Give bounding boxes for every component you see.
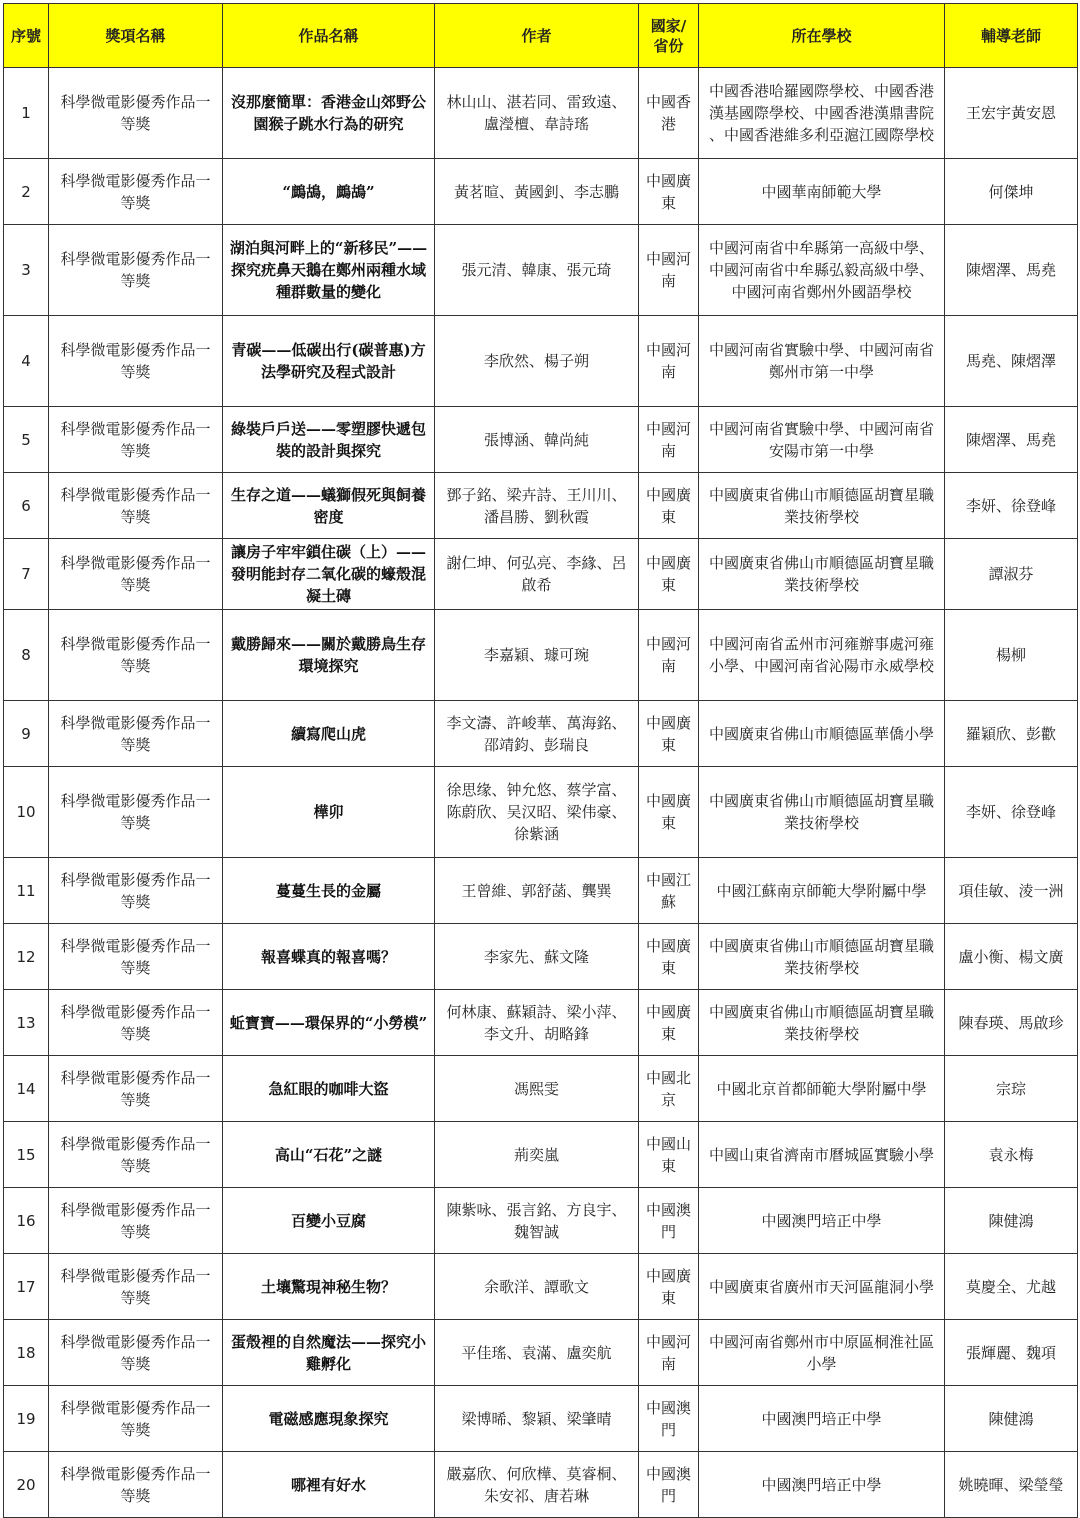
cell-idx: 12 bbox=[4, 924, 49, 990]
header-award: 獎項名稱 bbox=[49, 4, 223, 68]
cell-award: 科學微電影優秀作品一等獎 bbox=[49, 610, 223, 701]
cell-authors: 李欣然、楊子朔 bbox=[435, 316, 639, 407]
cell-work: 青碳——低碳出行(碳普惠)方法學研究及程式設計 bbox=[223, 316, 435, 407]
cell-school: 中國北京首都師範大學附屬中學 bbox=[699, 1056, 945, 1122]
cell-work: 蚯寶寶——環保界的“小勞模” bbox=[223, 990, 435, 1056]
cell-idx: 13 bbox=[4, 990, 49, 1056]
cell-teachers: 羅穎欣、彭歡 bbox=[945, 701, 1078, 767]
cell-work: 樺卯 bbox=[223, 767, 435, 858]
table-row bbox=[4, 1254, 1078, 1320]
cell-authors: 徐思缘、钟允悠、蔡学富、陈蔚欣、吴汉昭、梁伟豪、徐紫涵 bbox=[435, 767, 639, 858]
cell-authors: 張博涵、韓尚純 bbox=[435, 407, 639, 473]
cell-teachers: 莫慶全、尤越 bbox=[945, 1254, 1078, 1320]
cell-region: 中國河南 bbox=[639, 407, 699, 473]
cell-school: 中國廣東省佛山市順德區胡寶星職業技術學校 bbox=[699, 767, 945, 858]
cell-work: “鷓鴣，鷓鴣” bbox=[223, 159, 435, 225]
cell-school: 中國山東省濟南市曆城區實驗小學 bbox=[699, 1122, 945, 1188]
cell-region: 中國香港 bbox=[639, 68, 699, 159]
cell-region: 中國廣東 bbox=[639, 539, 699, 610]
cell-work: 綠裝戶戶送——零塑膠快遞包裝的設計與探究 bbox=[223, 407, 435, 473]
cell-teachers: 譚淑芬 bbox=[945, 539, 1078, 610]
cell-region: 中國河南 bbox=[639, 316, 699, 407]
table-row bbox=[4, 539, 1078, 610]
cell-authors: 李文濤、許峻華、萬海銘、邵靖鈞、彭瑞良 bbox=[435, 701, 639, 767]
cell-region: 中國河南 bbox=[639, 1320, 699, 1386]
cell-authors: 王曾維、郭舒菡、龔巽 bbox=[435, 858, 639, 924]
cell-award: 科學微電影優秀作品一等獎 bbox=[49, 1320, 223, 1386]
cell-teachers: 陳熠澤、馬堯 bbox=[945, 407, 1078, 473]
cell-authors: 余歌洋、譚歌文 bbox=[435, 1254, 639, 1320]
header-row bbox=[4, 4, 1078, 68]
cell-region: 中國澳門 bbox=[639, 1188, 699, 1254]
cell-award: 科學微電影優秀作品一等獎 bbox=[49, 68, 223, 159]
cell-idx: 14 bbox=[4, 1056, 49, 1122]
cell-work: 蔓蔓生長的金屬 bbox=[223, 858, 435, 924]
cell-region: 中國河南 bbox=[639, 610, 699, 701]
header-work: 作品名稱 bbox=[223, 4, 435, 68]
table-row bbox=[4, 858, 1078, 924]
cell-award: 科學微電影優秀作品一等獎 bbox=[49, 225, 223, 316]
header-region: 國家/省份 bbox=[639, 4, 699, 68]
cell-idx: 9 bbox=[4, 701, 49, 767]
cell-award: 科學微電影優秀作品一等獎 bbox=[49, 1254, 223, 1320]
table-row bbox=[4, 1188, 1078, 1254]
cell-region: 中國廣東 bbox=[639, 1254, 699, 1320]
cell-region: 中國廣東 bbox=[639, 767, 699, 858]
cell-teachers: 李妍、徐登峰 bbox=[945, 473, 1078, 539]
table-row bbox=[4, 68, 1078, 159]
cell-idx: 7 bbox=[4, 539, 49, 610]
cell-work: 哪裡有好水 bbox=[223, 1452, 435, 1518]
cell-school: 中國廣東省廣州市天河區龍洞小學 bbox=[699, 1254, 945, 1320]
cell-school: 中國廣東省佛山市順德區華僑小學 bbox=[699, 701, 945, 767]
cell-region: 中國廣東 bbox=[639, 473, 699, 539]
cell-award: 科學微電影優秀作品一等獎 bbox=[49, 1122, 223, 1188]
cell-award: 科學微電影優秀作品一等獎 bbox=[49, 701, 223, 767]
table-row bbox=[4, 767, 1078, 858]
cell-work: 高山“石花”之謎 bbox=[223, 1122, 435, 1188]
cell-idx: 4 bbox=[4, 316, 49, 407]
cell-award: 科學微電影優秀作品一等獎 bbox=[49, 990, 223, 1056]
cell-school: 中國河南省鄭州市中原區桐淮社區小學 bbox=[699, 1320, 945, 1386]
cell-work: 生存之道——蟻獅假死與飼養密度 bbox=[223, 473, 435, 539]
cell-award: 科學微電影優秀作品一等獎 bbox=[49, 858, 223, 924]
cell-teachers: 姚曉暉、梁瑩瑩 bbox=[945, 1452, 1078, 1518]
cell-work: 讓房子牢牢鎖住碳（上）——發明能封存二氧化碳的蠔殼混凝土磚 bbox=[223, 539, 435, 610]
cell-award: 科學微電影優秀作品一等獎 bbox=[49, 1452, 223, 1518]
cell-region: 中國河南 bbox=[639, 225, 699, 316]
cell-work: 電磁感應現象探究 bbox=[223, 1386, 435, 1452]
table-row bbox=[4, 1122, 1078, 1188]
cell-work: 土壤驚現神秘生物？ bbox=[223, 1254, 435, 1320]
cell-school: 中國香港哈羅國際學校、中國香港漢基國際學校、中國香港漢鼎書院 、中國香港維多利亞滬江國際學校 bbox=[699, 68, 945, 159]
cell-authors: 黃茗暄、黃國釗、李志鵬 bbox=[435, 159, 639, 225]
cell-work: 急紅眼的咖啡大盜 bbox=[223, 1056, 435, 1122]
table-row bbox=[4, 924, 1078, 990]
cell-region: 中國廣東 bbox=[639, 924, 699, 990]
cell-authors: 林山山、湛若同、雷致遠、盧瀅檀、韋詩瑤 bbox=[435, 68, 639, 159]
cell-work: 湖泊與河畔上的“新移民”——探究疣鼻天鵝在鄭州兩種水域種群數量的變化 bbox=[223, 225, 435, 316]
cell-teachers: 項佳敏、淩一洲 bbox=[945, 858, 1078, 924]
cell-school: 中國澳門培正中學 bbox=[699, 1188, 945, 1254]
cell-school: 中國江蘇南京師範大學附屬中學 bbox=[699, 858, 945, 924]
table-row bbox=[4, 473, 1078, 539]
cell-region: 中國澳門 bbox=[639, 1452, 699, 1518]
cell-work: 續寫爬山虎 bbox=[223, 701, 435, 767]
cell-teachers: 馬堯、陳熠澤 bbox=[945, 316, 1078, 407]
cell-school: 中國河南省中牟縣第一高級中學、中國河南省中牟縣弘毅高級中學、中國河南省鄭州外國語學校 bbox=[699, 225, 945, 316]
table-row bbox=[4, 1452, 1078, 1518]
cell-award: 科學微電影優秀作品一等獎 bbox=[49, 924, 223, 990]
cell-authors: 馮熙雯 bbox=[435, 1056, 639, 1122]
header-school: 所在學校 bbox=[699, 4, 945, 68]
cell-work: 戴勝歸來——關於戴勝鳥生存環境探究 bbox=[223, 610, 435, 701]
table-row bbox=[4, 701, 1078, 767]
table-row bbox=[4, 159, 1078, 225]
cell-teachers: 袁永梅 bbox=[945, 1122, 1078, 1188]
table-row bbox=[4, 316, 1078, 407]
cell-idx: 1 bbox=[4, 68, 49, 159]
cell-authors: 梁博晞、黎穎、梁肇晴 bbox=[435, 1386, 639, 1452]
table-row bbox=[4, 225, 1078, 316]
cell-award: 科學微電影優秀作品一等獎 bbox=[49, 316, 223, 407]
cell-authors: 荊奕嵐 bbox=[435, 1122, 639, 1188]
cell-idx: 17 bbox=[4, 1254, 49, 1320]
cell-award: 科學微電影優秀作品一等獎 bbox=[49, 539, 223, 610]
cell-teachers: 宗琮 bbox=[945, 1056, 1078, 1122]
table-body bbox=[4, 68, 1078, 1518]
cell-work: 沒那麼簡單：香港金山郊野公園猴子跳水行為的研究 bbox=[223, 68, 435, 159]
header-teachers: 輔導老師 bbox=[945, 4, 1078, 68]
cell-teachers: 陳健鴻 bbox=[945, 1188, 1078, 1254]
cell-idx: 20 bbox=[4, 1452, 49, 1518]
cell-school: 中國河南省孟州市河雍辦事處河雍小學、中國河南省沁陽市永威學校 bbox=[699, 610, 945, 701]
cell-teachers: 李妍、徐登峰 bbox=[945, 767, 1078, 858]
table-row bbox=[4, 407, 1078, 473]
table-row bbox=[4, 1056, 1078, 1122]
cell-teachers: 盧小衡、楊文廣 bbox=[945, 924, 1078, 990]
cell-authors: 陳紫咏、張言銘、方良宇、魏智誠 bbox=[435, 1188, 639, 1254]
awards-table bbox=[3, 3, 1078, 1518]
cell-award: 科學微電影優秀作品一等獎 bbox=[49, 473, 223, 539]
cell-authors: 李家先、蘇文隆 bbox=[435, 924, 639, 990]
cell-teachers: 楊柳 bbox=[945, 610, 1078, 701]
cell-award: 科學微電影優秀作品一等獎 bbox=[49, 767, 223, 858]
cell-teachers: 何傑坤 bbox=[945, 159, 1078, 225]
cell-region: 中國山東 bbox=[639, 1122, 699, 1188]
cell-teachers: 陳熠澤、馬堯 bbox=[945, 225, 1078, 316]
cell-idx: 19 bbox=[4, 1386, 49, 1452]
cell-idx: 6 bbox=[4, 473, 49, 539]
cell-idx: 2 bbox=[4, 159, 49, 225]
cell-school: 中國廣東省佛山市順德區胡寶星職業技術學校 bbox=[699, 990, 945, 1056]
cell-award: 科學微電影優秀作品一等獎 bbox=[49, 407, 223, 473]
cell-region: 中國廣東 bbox=[639, 159, 699, 225]
cell-authors: 平佳瑤、袁滿、盧奕航 bbox=[435, 1320, 639, 1386]
cell-authors: 張元清、韓康、張元琦 bbox=[435, 225, 639, 316]
cell-school: 中國廣東省佛山市順德區胡寶星職業技術學校 bbox=[699, 473, 945, 539]
cell-authors: 嚴嘉欣、何欣樺、莫睿桐、朱安祁、唐若琳 bbox=[435, 1452, 639, 1518]
cell-school: 中國河南省實驗中學、中國河南省安陽市第一中學 bbox=[699, 407, 945, 473]
cell-school: 中國華南師範大學 bbox=[699, 159, 945, 225]
cell-region: 中國北京 bbox=[639, 1056, 699, 1122]
cell-teachers: 陳健鴻 bbox=[945, 1386, 1078, 1452]
cell-region: 中國江蘇 bbox=[639, 858, 699, 924]
cell-award: 科學微電影優秀作品一等獎 bbox=[49, 159, 223, 225]
table-row bbox=[4, 1320, 1078, 1386]
cell-school: 中國河南省實驗中學、中國河南省鄭州市第一中學 bbox=[699, 316, 945, 407]
cell-work: 報喜蝶真的報喜嗎？ bbox=[223, 924, 435, 990]
cell-authors: 謝仁坤、何弘亮、李緣、呂啟希 bbox=[435, 539, 639, 610]
cell-work: 百變小豆腐 bbox=[223, 1188, 435, 1254]
cell-school: 中國澳門培正中學 bbox=[699, 1386, 945, 1452]
cell-idx: 16 bbox=[4, 1188, 49, 1254]
cell-idx: 18 bbox=[4, 1320, 49, 1386]
cell-teachers: 王宏宇黃安恩 bbox=[945, 68, 1078, 159]
cell-region: 中國廣東 bbox=[639, 990, 699, 1056]
table-row bbox=[4, 990, 1078, 1056]
cell-authors: 李嘉穎、璩可琬 bbox=[435, 610, 639, 701]
cell-idx: 8 bbox=[4, 610, 49, 701]
cell-idx: 10 bbox=[4, 767, 49, 858]
cell-school: 中國廣東省佛山市順德區胡寶星職業技術學校 bbox=[699, 924, 945, 990]
cell-region: 中國澳門 bbox=[639, 1386, 699, 1452]
cell-work: 蛋殼裡的自然魔法——探究小雞孵化 bbox=[223, 1320, 435, 1386]
cell-idx: 5 bbox=[4, 407, 49, 473]
cell-authors: 何林康、蘇穎詩、梁小萍、李文升、胡略鋒 bbox=[435, 990, 639, 1056]
header-idx: 序號 bbox=[4, 4, 49, 68]
cell-authors: 鄧子銘、梁卉詩、王川川、潘昌勝、劉秋霞 bbox=[435, 473, 639, 539]
cell-teachers: 張輝麗、魏項 bbox=[945, 1320, 1078, 1386]
cell-region: 中國廣東 bbox=[639, 701, 699, 767]
cell-teachers: 陳春瑛、馬啟珍 bbox=[945, 990, 1078, 1056]
cell-idx: 11 bbox=[4, 858, 49, 924]
table-row bbox=[4, 610, 1078, 701]
cell-award: 科學微電影優秀作品一等獎 bbox=[49, 1188, 223, 1254]
cell-award: 科學微電影優秀作品一等獎 bbox=[49, 1056, 223, 1122]
table-row bbox=[4, 1386, 1078, 1452]
cell-school: 中國澳門培正中學 bbox=[699, 1452, 945, 1518]
cell-idx: 15 bbox=[4, 1122, 49, 1188]
cell-school: 中國廣東省佛山市順德區胡寶星職業技術學校 bbox=[699, 539, 945, 610]
cell-award: 科學微電影優秀作品一等獎 bbox=[49, 1386, 223, 1452]
header-authors: 作者 bbox=[435, 4, 639, 68]
cell-idx: 3 bbox=[4, 225, 49, 316]
